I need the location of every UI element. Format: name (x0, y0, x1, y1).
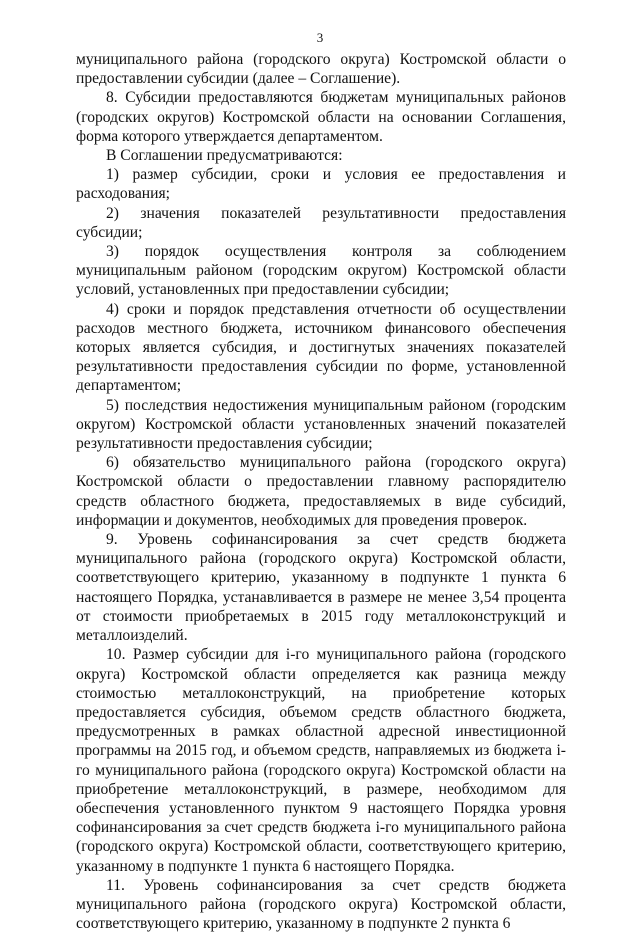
paragraph-item-5: 5) последствия недостижения муниципальным районом (городским округом) Костромской области установленных значений показателей результативности предоставления субсидии; (76, 396, 566, 453)
paragraph-clause-10: 10. Размер субсидии для i-го муниципального района (городского округа) Костромской области определяется как разница между стоимостью металлоконструкций, на приобретение которых предоставляется субсидия, объемом средств областного бюджета, предусмотренных в рамках областной адресной инвестиционной программы на 2015 год, и объемом средств, направляемых из бюджета i-го муниципального района (городского округа) Костромской области на приобретение металлоконструкций, в размере, необходимом для обеспечения установленного пунктом 9 настоящего Порядка уровня софинансирования за счет средств бюджета i-го муниципального района (городского округа) Костромской области, соответствующего критерию, указанному в подпункте 1 пункта 6 настоящего Порядка. (76, 646, 566, 875)
paragraph-clause-8: 8. Субсидии предоставляются бюджетам муниципальных районов (городских округов) Костромской области на основании Соглашения, форма которого утверждается департаментом. (76, 89, 566, 145)
paragraph-continuation: муниципального района (городского округа) Костромской области о предоставлении субсидии (далее – Соглашение). (76, 51, 566, 88)
paragraph-item-3: 3) порядок осуществления контроля за соблюдением муниципальным районом (городским округом) Костромской области условий, установленных при предоставлении субсидии; (76, 243, 566, 299)
paragraph-agreement-intro: В Соглашении предусматриваются: (106, 147, 343, 165)
paragraph-item-1: 1) размер субсидии, сроки и условия ее предоставления и расходования; (76, 166, 566, 203)
paragraph-clause-9: 9. Уровень софинансирования за счет средств бюджета муниципального района (городского округа) Костромской области, соответствующего критерию, указанному в подпункте 1 пункта 6 настоящего Порядка, устанавливается в размере не менее 3,54 процента от стоимости приобретаемых в 2015 году металлоконструкций и металлоизделий. (76, 531, 566, 645)
document-body (76, 50, 566, 933)
page-number: 3 (316, 30, 324, 45)
paragraph-item-4: 4) сроки и порядок представления отчетности об осуществлении расходов местного бюджета, источником финансового обеспечения которых является субсидия, и достигнутых значениях показателей результативности предоставления субсидии по форме, установленной департаментом; (76, 300, 566, 395)
paragraph-item-2: 2) значения показателей результативности предоставления субсидии; (76, 204, 566, 241)
paragraph-item-6: 6) обязательство муниципального района (городского округа) Костромской области о предоставлении главному распорядителю средств областного бюджета, предоставляемых в виде субсидий, информации и документов, необходимых для проведения проверок. (76, 454, 566, 529)
paragraph-clause-11: 11. Уровень софинансирования за счет средств бюджета муниципального района (городского округа) Костромской области, соответствующего критерию, указанному в подпункте 2 пункта 6 (76, 876, 566, 933)
